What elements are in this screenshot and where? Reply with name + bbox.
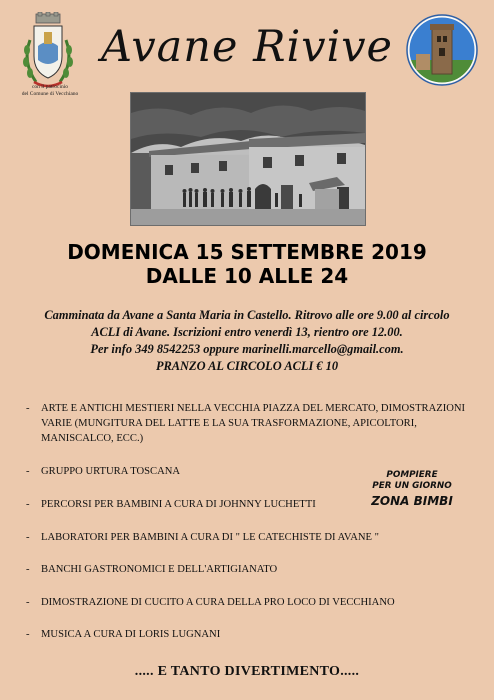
activity-item bbox=[26, 595, 476, 610]
page-title: Avane Rivive bbox=[101, 22, 393, 72]
activity-text: GRUPPO URTURA TOSCANA bbox=[41, 466, 181, 477]
bullet-dash: - bbox=[26, 629, 30, 640]
patronage-line-2: del Comune di Vecchiano bbox=[21, 91, 79, 97]
sidebox-line-3: ZONA BIMBI bbox=[371, 494, 453, 508]
bullet-dash: - bbox=[26, 532, 30, 543]
event-time: DALLE 10 ALLE 24 bbox=[145, 264, 349, 288]
activity-item bbox=[26, 530, 476, 545]
activity-item bbox=[26, 562, 476, 577]
info-line: ACLI di Avane. Iscrizioni entro venerdì 13, rientro ore 12.00. bbox=[91, 325, 403, 339]
activity-item bbox=[26, 627, 476, 642]
activity-text: LABORATORI PER BAMBINI A CURA DI " LE CATECHISTE DI AVANE " bbox=[41, 532, 379, 543]
activity-text: PERCORSI PER BAMBINI A CURA DI JOHNNY LUCHETTI bbox=[41, 499, 316, 510]
bullet-dash: - bbox=[26, 564, 30, 575]
bullet-dash: - bbox=[26, 499, 30, 510]
activity-text: DIMOSTRAZIONE DI CUCITO A CURA DELLA PRO LOCO DI VECCHIANO bbox=[41, 597, 395, 608]
activity-text: ARTE E ANTICHI MESTIERI NELLA VECCHIA PIAZZA DEL MERCATO, DIMOSTRAZIONI VARIE (MUNGITURA DEL LATTE E LA SUA TRASFORMAZIONE, APICOLTORI, MANISCALCO, ECC.) bbox=[41, 403, 466, 444]
closing-line: ..... E TANTO DIVERTIMENTO..... bbox=[134, 664, 360, 679]
bullet-dash: - bbox=[26, 597, 30, 608]
sidebox-line-1: POMPIERE bbox=[386, 470, 438, 480]
sidebox-line-2: PER UN GIORNO bbox=[372, 481, 452, 491]
event-info bbox=[20, 307, 474, 375]
bullet-dash: - bbox=[26, 466, 30, 477]
historic-village-photo bbox=[130, 92, 366, 226]
bullet-dash: - bbox=[26, 403, 30, 414]
info-line: Per info 349 8542253 oppure marinelli.marcello@gmail.com. bbox=[90, 342, 404, 356]
patronage-line-1: con il patrocinio bbox=[31, 84, 69, 90]
activity-text: BANCHI GASTRONOMICI E DELL'ARTIGIANATO bbox=[41, 564, 278, 575]
info-line: PRANZO AL CIRCOLO ACLI € 10 bbox=[155, 359, 339, 373]
activity-text: MUSICA A CURA DI LORIS LUGNANI bbox=[41, 629, 221, 640]
info-line: Camminata da Avane a Santa Maria in Castello. Ritrovo alle ore 9.00 al circolo bbox=[44, 308, 450, 322]
event-date: DOMENICA 15 SETTEMBRE 2019 bbox=[67, 240, 427, 264]
kids-zone-note bbox=[362, 470, 462, 509]
activity-item bbox=[26, 401, 476, 446]
pro-loco-badge-icon bbox=[406, 14, 478, 86]
patronage-note bbox=[10, 84, 90, 98]
